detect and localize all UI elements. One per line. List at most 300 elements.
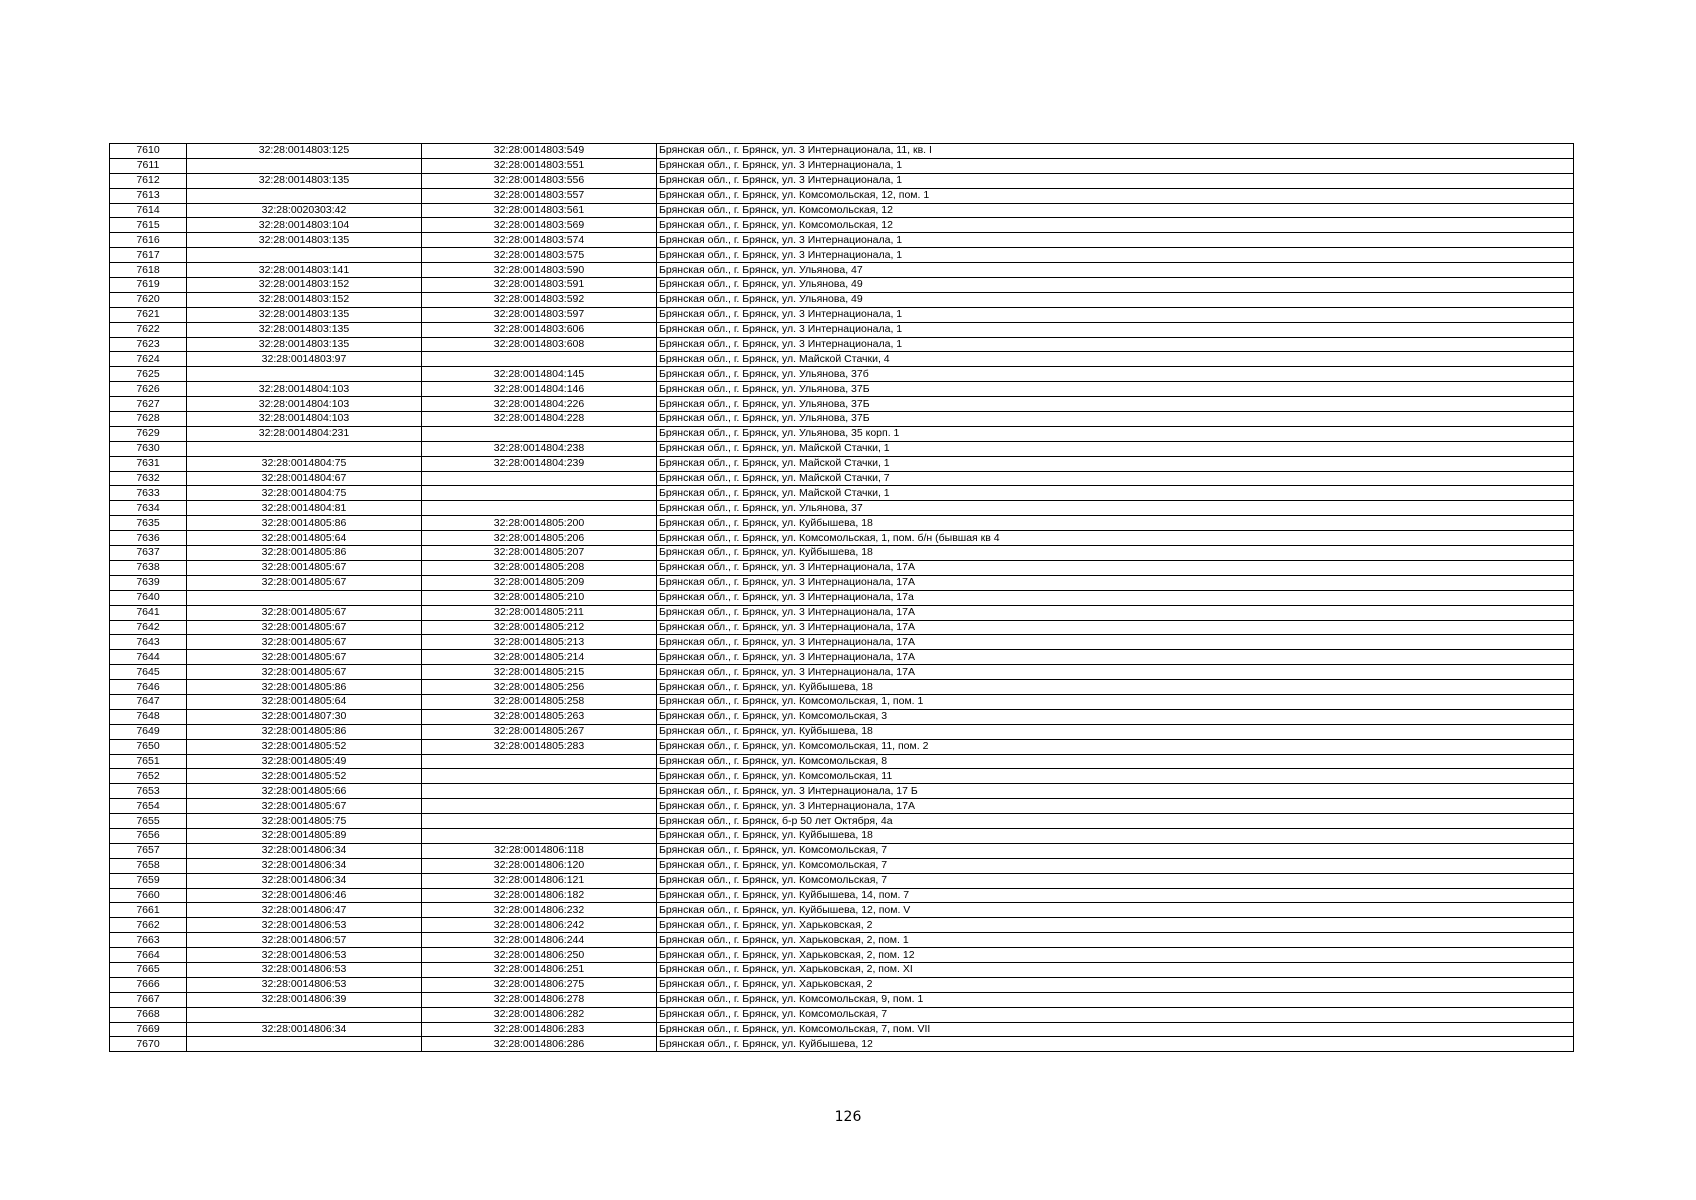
land-cadastral-number-cell: 32:28:0014805:67 [187,605,422,620]
row-number-cell: 7641 [110,605,187,620]
row-number-cell: 7654 [110,799,187,814]
row-number-cell: 7667 [110,992,187,1007]
land-cadastral-number-cell: 32:28:0014805:86 [187,546,422,561]
land-cadastral-number-cell: 32:28:0014803:135 [187,322,422,337]
table-row [110,962,1574,977]
address-cell: Брянская обл., г. Брянск, ул. Комсомольская, 3 [657,709,1574,724]
land-cadastral-number-cell: 32:28:0014803:152 [187,292,422,307]
row-number-cell: 7668 [110,1007,187,1022]
table-row [110,635,1574,650]
row-number-cell: 7664 [110,948,187,963]
row-number-cell: 7645 [110,665,187,680]
row-number-cell: 7619 [110,278,187,293]
table-row [110,590,1574,605]
object-cadastral-number-cell: 32:28:0014806:118 [422,843,657,858]
row-number-cell: 7647 [110,694,187,709]
land-cadastral-number-cell: 32:28:0014805:86 [187,724,422,739]
object-cadastral-number-cell: 32:28:0014805:211 [422,605,657,620]
row-number-cell: 7666 [110,977,187,992]
land-cadastral-number-cell: 32:28:0014803:125 [187,144,422,159]
row-number-cell: 7635 [110,516,187,531]
land-cadastral-number-cell: 32:28:0014803:135 [187,337,422,352]
address-cell: Брянская обл., г. Брянск, ул. Куйбышева, 18 [657,828,1574,843]
object-cadastral-number-cell: 32:28:0014806:250 [422,948,657,963]
registry-table-body [110,144,1574,1052]
address-cell: Брянская обл., г. Брянск, ул. Ульянова, 37Б [657,382,1574,397]
row-number-cell: 7661 [110,903,187,918]
object-cadastral-number-cell: 32:28:0014805:208 [422,560,657,575]
table-row [110,397,1574,412]
object-cadastral-number-cell: 32:28:0014806:278 [422,992,657,1007]
row-number-cell: 7653 [110,784,187,799]
address-cell: Брянская обл., г. Брянск, ул. Ульянова, 47 [657,263,1574,278]
table-row [110,1037,1574,1052]
table-row [110,680,1574,695]
land-cadastral-number-cell: 32:28:0014804:75 [187,486,422,501]
land-cadastral-number-cell: 32:28:0014803:135 [187,233,422,248]
land-cadastral-number-cell: 32:28:0014805:67 [187,575,422,590]
address-cell: Брянская обл., г. Брянск, ул. Харьковская, 2, пом. XI [657,962,1574,977]
object-cadastral-number-cell: 32:28:0014803:551 [422,158,657,173]
row-number-cell: 7627 [110,397,187,412]
row-number-cell: 7631 [110,456,187,471]
row-number-cell: 7616 [110,233,187,248]
land-cadastral-number-cell: 32:28:0014805:52 [187,739,422,754]
land-cadastral-number-cell: 32:28:0014805:86 [187,516,422,531]
address-cell: Брянская обл., г. Брянск, ул. Ульянова, 37Б [657,397,1574,412]
row-number-cell: 7652 [110,769,187,784]
row-number-cell: 7638 [110,560,187,575]
row-number-cell: 7624 [110,352,187,367]
object-cadastral-number-cell [422,486,657,501]
object-cadastral-number-cell: 32:28:0014803:557 [422,188,657,203]
row-number-cell: 7621 [110,307,187,322]
land-cadastral-number-cell: 32:28:0014805:52 [187,769,422,784]
land-cadastral-number-cell: 32:28:0014803:152 [187,278,422,293]
address-cell: Брянская обл., г. Брянск, ул. Комсомольская, 7 [657,858,1574,873]
land-cadastral-number-cell: 32:28:0014805:67 [187,635,422,650]
row-number-cell: 7617 [110,248,187,263]
land-cadastral-number-cell: 32:28:0014804:81 [187,501,422,516]
row-number-cell: 7660 [110,888,187,903]
land-cadastral-number-cell: 32:28:0014805:67 [187,560,422,575]
address-cell: Брянская обл., г. Брянск, ул. Куйбышева, 18 [657,724,1574,739]
land-cadastral-number-cell: 32:28:0014806:34 [187,843,422,858]
table-row [110,828,1574,843]
row-number-cell: 7623 [110,337,187,352]
address-cell: Брянская обл., г. Брянск, ул. 3 Интернационала, 17А [657,665,1574,680]
row-number-cell: 7651 [110,754,187,769]
row-number-cell: 7656 [110,828,187,843]
table-row [110,948,1574,963]
land-cadastral-number-cell: 32:28:0014805:67 [187,665,422,680]
object-cadastral-number-cell: 32:28:0014806:283 [422,1022,657,1037]
table-row [110,352,1574,367]
address-cell: Брянская обл., г. Брянск, ул. Комсомольская, 1, пом. б/н (бывшая кв 4 [657,531,1574,546]
row-number-cell: 7618 [110,263,187,278]
row-number-cell: 7614 [110,203,187,218]
table-row [110,1022,1574,1037]
table-row [110,292,1574,307]
land-cadastral-number-cell: 32:28:0014804:103 [187,412,422,427]
object-cadastral-number-cell: 32:28:0014805:213 [422,635,657,650]
object-cadastral-number-cell: 32:28:0014803:561 [422,203,657,218]
object-cadastral-number-cell: 32:28:0014805:283 [422,739,657,754]
object-cadastral-number-cell: 32:28:0014806:232 [422,903,657,918]
row-number-cell: 7615 [110,218,187,233]
object-cadastral-number-cell [422,828,657,843]
object-cadastral-number-cell: 32:28:0014805:206 [422,531,657,546]
table-row [110,1007,1574,1022]
row-number-cell: 7650 [110,739,187,754]
row-number-cell: 7644 [110,650,187,665]
address-cell: Брянская обл., г. Брянск, ул. 3 Интернационала, 1 [657,307,1574,322]
address-cell: Брянская обл., г. Брянск, ул. 3 Интернационала, 1 [657,158,1574,173]
object-cadastral-number-cell [422,784,657,799]
row-number-cell: 7643 [110,635,187,650]
address-cell: Брянская обл., г. Брянск, ул. 3 Интернационала, 1 [657,173,1574,188]
table-row [110,873,1574,888]
row-number-cell: 7630 [110,441,187,456]
table-row [110,203,1574,218]
object-cadastral-number-cell: 32:28:0014806:182 [422,888,657,903]
object-cadastral-number-cell [422,471,657,486]
table-row [110,516,1574,531]
object-cadastral-number-cell: 32:28:0014804:239 [422,456,657,471]
table-row [110,144,1574,159]
address-cell: Брянская обл., г. Брянск, ул. Куйбышева, 18 [657,546,1574,561]
table-row [110,992,1574,1007]
object-cadastral-number-cell: 32:28:0014803:590 [422,263,657,278]
row-number-cell: 7622 [110,322,187,337]
address-cell: Брянская обл., г. Брянск, ул. 3 Интернационала, 17 Б [657,784,1574,799]
address-cell: Брянская обл., г. Брянск, ул. Куйбышева, 18 [657,680,1574,695]
address-cell: Брянская обл., г. Брянск, ул. Комсомольская, 11 [657,769,1574,784]
table-row [110,382,1574,397]
address-cell: Брянская обл., г. Брянск, ул. 3 Интернационала, 17А [657,799,1574,814]
object-cadastral-number-cell: 32:28:0014806:286 [422,1037,657,1052]
land-cadastral-number-cell: 32:28:0014806:53 [187,977,422,992]
table-row [110,769,1574,784]
address-cell: Брянская обл., г. Брянск, ул. 3 Интернационала, 17а [657,590,1574,605]
address-cell: Брянская обл., г. Брянск, ул. Харьковская, 2, пом. 1 [657,933,1574,948]
address-cell: Брянская обл., г. Брянск, ул. Харьковская, 2 [657,977,1574,992]
address-cell: Брянская обл., г. Брянск, ул. Комсомольская, 7, пом. VII [657,1022,1574,1037]
address-cell: Брянская обл., г. Брянск, ул. Комсомольская, 1, пом. 1 [657,694,1574,709]
table-row [110,575,1574,590]
row-number-cell: 7637 [110,546,187,561]
row-number-cell: 7632 [110,471,187,486]
address-cell: Брянская обл., г. Брянск, ул. Майской Стачки, 1 [657,441,1574,456]
row-number-cell: 7620 [110,292,187,307]
land-cadastral-number-cell: 32:28:0014803:141 [187,263,422,278]
table-row [110,367,1574,382]
object-cadastral-number-cell: 32:28:0014806:121 [422,873,657,888]
table-row [110,218,1574,233]
row-number-cell: 7670 [110,1037,187,1052]
object-cadastral-number-cell: 32:28:0014803:569 [422,218,657,233]
table-row [110,426,1574,441]
land-cadastral-number-cell: 32:28:0014805:67 [187,799,422,814]
object-cadastral-number-cell: 32:28:0014804:145 [422,367,657,382]
object-cadastral-number-cell: 32:28:0014803:575 [422,248,657,263]
land-cadastral-number-cell [187,1007,422,1022]
address-cell: Брянская обл., г. Брянск, ул. Куйбышева, 14, пом. 7 [657,888,1574,903]
address-cell: Брянская обл., г. Брянск, ул. 3 Интернационала, 17А [657,635,1574,650]
object-cadastral-number-cell: 32:28:0014805:209 [422,575,657,590]
address-cell: Брянская обл., г. Брянск, ул. Комсомольская, 9, пом. 1 [657,992,1574,1007]
object-cadastral-number-cell: 32:28:0014803:549 [422,144,657,159]
table-row [110,814,1574,829]
address-cell: Брянская обл., г. Брянск, ул. Куйбышева, 18 [657,516,1574,531]
address-cell: Брянская обл., г. Брянск, ул. Куйбышева, 12, пом. V [657,903,1574,918]
land-cadastral-number-cell: 32:28:0014805:86 [187,680,422,695]
land-cadastral-number-cell: 32:28:0014805:89 [187,828,422,843]
table-row [110,784,1574,799]
row-number-cell: 7625 [110,367,187,382]
land-cadastral-number-cell: 32:28:0014806:34 [187,1022,422,1037]
object-cadastral-number-cell: 32:28:0014806:120 [422,858,657,873]
land-cadastral-number-cell: 32:28:0014806:53 [187,962,422,977]
object-cadastral-number-cell: 32:28:0014804:228 [422,412,657,427]
land-cadastral-number-cell: 32:28:0014806:53 [187,948,422,963]
object-cadastral-number-cell: 32:28:0014803:591 [422,278,657,293]
table-row [110,650,1574,665]
address-cell: Брянская обл., г. Брянск, ул. Ульянова, 49 [657,278,1574,293]
table-row [110,858,1574,873]
object-cadastral-number-cell [422,814,657,829]
address-cell: Брянская обл., г. Брянск, ул. Куйбышева, 12 [657,1037,1574,1052]
table-row [110,605,1574,620]
table-row [110,173,1574,188]
land-cadastral-number-cell: 32:28:0014804:103 [187,382,422,397]
object-cadastral-number-cell: 32:28:0014804:238 [422,441,657,456]
table-row [110,799,1574,814]
land-cadastral-number-cell: 32:28:0014805:64 [187,531,422,546]
row-number-cell: 7613 [110,188,187,203]
object-cadastral-number-cell: 32:28:0014805:210 [422,590,657,605]
row-number-cell: 7655 [110,814,187,829]
table-row [110,471,1574,486]
address-cell: Брянская обл., г. Брянск, ул. 3 Интернационала, 11, кв. I [657,144,1574,159]
address-cell: Брянская обл., г. Брянск, ул. Ульянова, 37 [657,501,1574,516]
object-cadastral-number-cell: 32:28:0014805:215 [422,665,657,680]
row-number-cell: 7626 [110,382,187,397]
address-cell: Брянская обл., г. Брянск, ул. Ульянова, 35 корп. 1 [657,426,1574,441]
row-number-cell: 7658 [110,858,187,873]
row-number-cell: 7636 [110,531,187,546]
address-cell: Брянская обл., г. Брянск, ул. Ульянова, 49 [657,292,1574,307]
object-cadastral-number-cell: 32:28:0014803:597 [422,307,657,322]
address-cell: Брянская обл., г. Брянск, ул. 3 Интернационала, 17А [657,620,1574,635]
row-number-cell: 7669 [110,1022,187,1037]
land-cadastral-number-cell: 32:28:0014805:49 [187,754,422,769]
land-cadastral-number-cell [187,1037,422,1052]
address-cell: Брянская обл., г. Брянск, ул. 3 Интернационала, 17А [657,605,1574,620]
land-cadastral-number-cell: 32:28:0014806:39 [187,992,422,1007]
table-row [110,531,1574,546]
row-number-cell: 7649 [110,724,187,739]
address-cell: Брянская обл., г. Брянск, ул. Майской Стачки, 1 [657,486,1574,501]
row-number-cell: 7662 [110,918,187,933]
address-cell: Брянская обл., г. Брянск, ул. 3 Интернационала, 1 [657,337,1574,352]
address-cell: Брянская обл., г. Брянск, ул. Ульянова, 37б [657,367,1574,382]
object-cadastral-number-cell [422,769,657,784]
land-cadastral-number-cell: 32:28:0014804:103 [187,397,422,412]
address-cell: Брянская обл., г. Брянск, ул. Комсомольская, 7 [657,873,1574,888]
table-row [110,188,1574,203]
table-row [110,307,1574,322]
table-row [110,903,1574,918]
table-row [110,501,1574,516]
row-number-cell: 7659 [110,873,187,888]
address-cell: Брянская обл., г. Брянск, ул. 3 Интернационала, 1 [657,248,1574,263]
object-cadastral-number-cell [422,799,657,814]
land-cadastral-number-cell [187,248,422,263]
table-row [110,546,1574,561]
object-cadastral-number-cell [422,501,657,516]
row-number-cell: 7642 [110,620,187,635]
table-row [110,278,1574,293]
object-cadastral-number-cell: 32:28:0014806:242 [422,918,657,933]
table-row [110,694,1574,709]
table-row [110,441,1574,456]
address-cell: Брянская обл., г. Брянск, ул. 3 Интернационала, 1 [657,233,1574,248]
row-number-cell: 7634 [110,501,187,516]
row-number-cell: 7633 [110,486,187,501]
land-cadastral-number-cell: 32:28:0014806:57 [187,933,422,948]
address-cell: Брянская обл., г. Брянск, ул. Майской Стачки, 7 [657,471,1574,486]
table-row [110,456,1574,471]
table-row [110,933,1574,948]
table-row [110,412,1574,427]
row-number-cell: 7663 [110,933,187,948]
address-cell: Брянская обл., г. Брянск, ул. Комсомольская, 12 [657,203,1574,218]
object-cadastral-number-cell: 32:28:0014803:574 [422,233,657,248]
object-cadastral-number-cell: 32:28:0014806:275 [422,977,657,992]
row-number-cell: 7646 [110,680,187,695]
address-cell: Брянская обл., г. Брянск, ул. 3 Интернационала, 1 [657,322,1574,337]
table-row [110,843,1574,858]
object-cadastral-number-cell [422,426,657,441]
object-cadastral-number-cell: 32:28:0014805:256 [422,680,657,695]
object-cadastral-number-cell: 32:28:0014804:146 [422,382,657,397]
object-cadastral-number-cell: 32:28:0014803:606 [422,322,657,337]
row-number-cell: 7628 [110,412,187,427]
row-number-cell: 7629 [110,426,187,441]
land-cadastral-number-cell: 32:28:0014805:66 [187,784,422,799]
registry-table [109,143,1574,1052]
table-row [110,248,1574,263]
land-cadastral-number-cell: 32:28:0014805:75 [187,814,422,829]
land-cadastral-number-cell: 32:28:0014805:64 [187,694,422,709]
address-cell: Брянская обл., г. Брянск, ул. Харьковская, 2 [657,918,1574,933]
land-cadastral-number-cell: 32:28:0014803:104 [187,218,422,233]
address-cell: Брянская обл., г. Брянск, ул. Комсомольская, 11, пом. 2 [657,739,1574,754]
address-cell: Брянская обл., г. Брянск, ул. 3 Интернационала, 17А [657,575,1574,590]
address-cell: Брянская обл., г. Брянск, ул. Комсомольская, 7 [657,1007,1574,1022]
object-cadastral-number-cell [422,352,657,367]
address-cell: Брянская обл., г. Брянск, ул. Ульянова, 37Б [657,412,1574,427]
land-cadastral-number-cell [187,188,422,203]
object-cadastral-number-cell: 32:28:0014805:263 [422,709,657,724]
row-number-cell: 7612 [110,173,187,188]
object-cadastral-number-cell: 32:28:0014805:207 [422,546,657,561]
row-number-cell: 7610 [110,144,187,159]
table-row [110,263,1574,278]
address-cell: Брянская обл., г. Брянск, ул. Комсомольская, 8 [657,754,1574,769]
land-cadastral-number-cell [187,367,422,382]
address-cell: Брянская обл., г. Брянск, ул. 3 Интернационала, 17А [657,650,1574,665]
land-cadastral-number-cell: 32:28:0014803:135 [187,307,422,322]
object-cadastral-number-cell: 32:28:0014805:212 [422,620,657,635]
land-cadastral-number-cell: 32:28:0014806:47 [187,903,422,918]
address-cell: Брянская обл., г. Брянск, б-р 50 лет Октября, 4а [657,814,1574,829]
table-row [110,620,1574,635]
land-cadastral-number-cell: 32:28:0014807:30 [187,709,422,724]
table-row [110,724,1574,739]
address-cell: Брянская обл., г. Брянск, ул. Комсомольская, 7 [657,843,1574,858]
table-row [110,977,1574,992]
land-cadastral-number-cell: 32:28:0014806:53 [187,918,422,933]
address-cell: Брянская обл., г. Брянск, ул. Майской Стачки, 4 [657,352,1574,367]
table-row [110,560,1574,575]
land-cadastral-number-cell: 32:28:0014804:231 [187,426,422,441]
land-cadastral-number-cell: 32:28:0014806:34 [187,873,422,888]
land-cadastral-number-cell: 32:28:0014805:67 [187,620,422,635]
land-cadastral-number-cell: 32:28:0014804:67 [187,471,422,486]
table-row [110,665,1574,680]
object-cadastral-number-cell: 32:28:0014806:282 [422,1007,657,1022]
object-cadastral-number-cell: 32:28:0014805:200 [422,516,657,531]
table-row [110,709,1574,724]
object-cadastral-number-cell: 32:28:0014803:556 [422,173,657,188]
land-cadastral-number-cell [187,590,422,605]
object-cadastral-number-cell: 32:28:0014804:226 [422,397,657,412]
land-cadastral-number-cell: 32:28:0014806:46 [187,888,422,903]
land-cadastral-number-cell: 32:28:0014806:34 [187,858,422,873]
table-row [110,888,1574,903]
table-row [110,739,1574,754]
object-cadastral-number-cell: 32:28:0014806:244 [422,933,657,948]
row-number-cell: 7657 [110,843,187,858]
table-row [110,754,1574,769]
table-row [110,918,1574,933]
object-cadastral-number-cell: 32:28:0014805:267 [422,724,657,739]
land-cadastral-number-cell [187,158,422,173]
table-row [110,158,1574,173]
row-number-cell: 7611 [110,158,187,173]
land-cadastral-number-cell: 32:28:0014804:75 [187,456,422,471]
table-row [110,233,1574,248]
address-cell: Брянская обл., г. Брянск, ул. 3 Интернационала, 17А [657,560,1574,575]
table-row [110,486,1574,501]
land-cadastral-number-cell: 32:28:0014803:135 [187,173,422,188]
row-number-cell: 7665 [110,962,187,977]
row-number-cell: 7648 [110,709,187,724]
object-cadastral-number-cell: 32:28:0014806:251 [422,962,657,977]
object-cadastral-number-cell [422,754,657,769]
address-cell: Брянская обл., г. Брянск, ул. Комсомольская, 12, пом. 1 [657,188,1574,203]
table-row [110,322,1574,337]
address-cell: Брянская обл., г. Брянск, ул. Харьковская, 2, пом. 12 [657,948,1574,963]
address-cell: Брянская обл., г. Брянск, ул. Майской Стачки, 1 [657,456,1574,471]
object-cadastral-number-cell: 32:28:0014803:592 [422,292,657,307]
table-row [110,337,1574,352]
row-number-cell: 7639 [110,575,187,590]
row-number-cell: 7640 [110,590,187,605]
land-cadastral-number-cell: 32:28:0014803:97 [187,352,422,367]
